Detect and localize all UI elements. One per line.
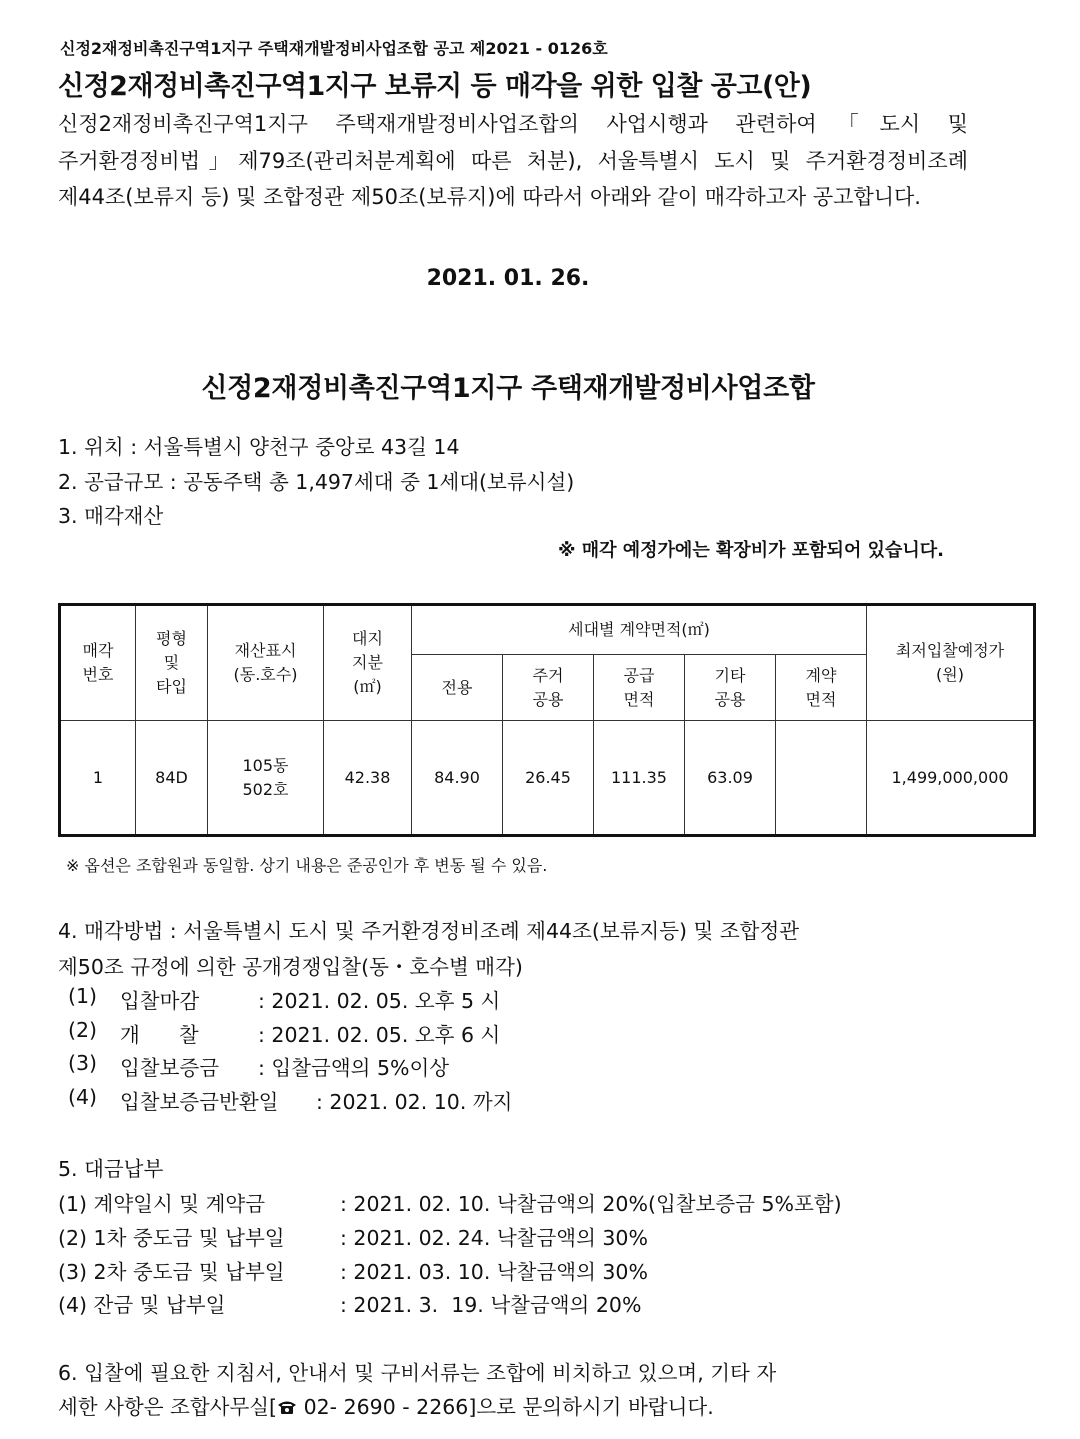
property-table bbox=[58, 603, 1036, 837]
page-title: 신정2재정비촉진구역1지구 보류지 등 매각을 위한 입찰 공고(안) bbox=[58, 71, 812, 102]
section5-title: 5. 대금납부 bbox=[58, 1157, 164, 1181]
table-row bbox=[60, 721, 1035, 836]
table-note: ※ 옵션은 조합원과 동일함. 상기 내용은 준공인가 후 변동 될 수 있음. bbox=[66, 856, 548, 875]
header-unit: 재산표시 (동.호수) bbox=[208, 605, 324, 721]
sub-number: (3) bbox=[68, 1051, 98, 1075]
cell-contract-area bbox=[776, 721, 867, 836]
cell-no: 1 bbox=[60, 721, 136, 836]
header-sale-number: 매각 번호 bbox=[60, 605, 136, 721]
section4-line2: 제50조 규정에 의한 공개경쟁입찰(동・호수별 매각) bbox=[58, 955, 523, 979]
cell-residential-common: 26.45 bbox=[503, 721, 594, 836]
cell-other-common: 63.09 bbox=[685, 721, 776, 836]
sub-value: : 2021. 02. 10. 낙찰금액의 20%(입찰보증금 5%포함) bbox=[340, 1192, 842, 1216]
sub-label: (3) 2차 중도금 및 납부일 bbox=[58, 1260, 285, 1284]
section4-sub bbox=[68, 1085, 513, 1114]
section5-sub bbox=[58, 1255, 648, 1285]
section6-line2 bbox=[58, 1390, 714, 1420]
organization-name: 신정2재정비촉진구역1지구 주택재개발정비사업조합 bbox=[201, 373, 815, 404]
header-contract-area: 계약 면적 bbox=[776, 655, 867, 721]
sub-label: 입찰보증금반환일 bbox=[120, 1090, 279, 1114]
section6-line1: 6. 입찰에 필요한 지침서, 안내서 및 구비서류는 조합에 비치하고 있으며, 기타 자 bbox=[58, 1361, 777, 1385]
sub-value: : 입찰금액의 5%이상 bbox=[258, 1056, 450, 1080]
cell-land: 42.38 bbox=[324, 721, 412, 836]
sub-number: (2) bbox=[68, 1018, 98, 1042]
section4-sub bbox=[68, 984, 501, 1013]
sub-value: : 2021. 02. 24. 낙찰금액의 30% bbox=[340, 1226, 648, 1250]
header-type: 평형 및 타입 bbox=[136, 605, 208, 721]
sub-label: 입찰마감 bbox=[120, 989, 200, 1013]
section5-sub bbox=[58, 1288, 642, 1318]
sub-label: 개 찰 bbox=[120, 1023, 199, 1047]
sub-label: (2) 1차 중도금 및 납부일 bbox=[58, 1226, 285, 1250]
header-land-share: 대지 지분 (㎡) bbox=[324, 605, 412, 721]
notice-date: 2021. 01. 26. bbox=[426, 266, 590, 291]
header-residential-common: 주거 공용 bbox=[503, 655, 594, 721]
intro-paragraph: 신정2재정비촉진구역1지구 주택재개발정비사업조합의 사업시행과 관련하여「도시 및 주거환경정비법」제79조(관리처분계획에 따른 처분), 서울특별시 도시 및 주거환경정비조례 제44조(보류지 등) 및 조합정관 제50조(보류지)에 따라서 아래와 같이 매각하고자 공고합니다. bbox=[58, 112, 968, 209]
sub-value: : 2021. 02. 05. 오후 6 시 bbox=[258, 1023, 501, 1047]
section5-sub bbox=[58, 1221, 648, 1251]
sub-number: (1) bbox=[68, 984, 98, 1008]
cell-supply-area: 111.35 bbox=[594, 721, 685, 836]
contact-suffix: 02- 2690 - 2266]으로 문의하시기 바랍니다. bbox=[297, 1395, 714, 1419]
sub-label: (1) 계약일시 및 계약금 bbox=[58, 1192, 266, 1216]
section4-sub bbox=[68, 1051, 450, 1080]
price-note: ※ 매각 예정가에는 확장비가 포함되어 있습니다. bbox=[557, 540, 944, 561]
sub-label: 입찰보증금 bbox=[120, 1056, 220, 1080]
sub-value: : 2021. 03. 10. 낙찰금액의 30% bbox=[340, 1260, 648, 1284]
notice-number: 신정2재정비촉진구역1지구 주택재개발정비사업조합 공고 제2021 - 0126호 bbox=[60, 39, 608, 58]
phone-icon bbox=[277, 1395, 297, 1419]
contact-prefix: 세한 사항은 조합사무실[ bbox=[58, 1395, 278, 1419]
cell-min-price: 1,499,000,000 bbox=[867, 721, 1035, 836]
header-min-price: 최저입찰예정가 (원) bbox=[867, 605, 1035, 721]
section4-sub bbox=[68, 1018, 501, 1047]
section5-sub bbox=[58, 1187, 842, 1217]
header-exclusive: 전용 bbox=[412, 655, 503, 721]
item-property: 3. 매각재산 bbox=[58, 504, 164, 528]
sub-value: : 2021. 02. 05. 오후 5 시 bbox=[258, 989, 501, 1013]
header-supply-area: 공급 면적 bbox=[594, 655, 685, 721]
sub-number: (4) bbox=[68, 1085, 98, 1109]
item-supply: 2. 공급규모 : 공동주택 총 1,497세대 중 1세대(보류시설) bbox=[58, 470, 575, 494]
sub-value: : 2021. 02. 10. 까지 bbox=[316, 1090, 513, 1114]
section4-line1: 4. 매각방법 : 서울특별시 도시 및 주거환경정비조례 제44조(보류지등) 및 조합정관 bbox=[58, 919, 800, 943]
sub-label: (4) 잔금 및 납부일 bbox=[58, 1293, 226, 1317]
cell-exclusive: 84.90 bbox=[412, 721, 503, 836]
sub-value: : 2021. 3. 19. 낙찰금액의 20% bbox=[340, 1293, 642, 1317]
item-location: 1. 위치 : 서울특별시 양천구 중앙로 43길 14 bbox=[58, 435, 460, 459]
header-other-common: 기타 공용 bbox=[685, 655, 776, 721]
cell-type: 84D bbox=[136, 721, 208, 836]
header-area-group: 세대별 계약면적(㎡) bbox=[412, 605, 867, 655]
cell-unit: 105동 502호 bbox=[208, 721, 324, 836]
